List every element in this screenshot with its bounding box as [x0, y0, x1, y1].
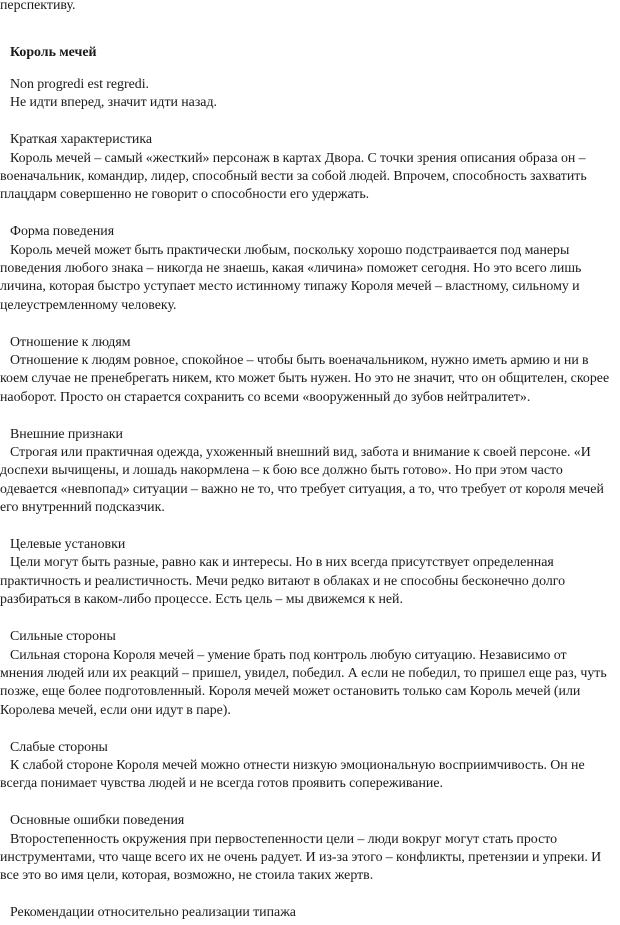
paragraph-line: его внутренний подсказчик.	[0, 500, 165, 516]
paragraph-line: инструментами, что чаще всего их не очень радует. И из-за этого – конфликты, претензии и упреки. И	[0, 849, 602, 865]
section-heading: Форма поведения	[10, 224, 115, 240]
epigraph	[0, 76, 620, 113]
section	[0, 628, 620, 720]
intro-tail: перспективу.	[0, 0, 76, 13]
paragraph-line: все это во имя цели, которая, возможно, не стоила таких жертв.	[0, 868, 374, 884]
section-heading: Рекомендации относительно реализации типажа	[10, 905, 296, 921]
section-heading: Сильные стороны	[10, 629, 116, 645]
section-heading: Основные ошибки поведения	[10, 813, 185, 829]
paragraph-line: поведения любого знака – никогда не знаешь, какая «личина» поможет сегодня. Но это всего лишь	[0, 261, 582, 277]
section-heading: Целевые установки	[10, 537, 126, 553]
paragraph-line: целеустремленному человеку.	[0, 297, 177, 313]
section-title: Король мечей	[10, 45, 97, 60]
paragraph-line: Отношение к людям ровное, спокойное – чтобы быть военачальником, нужно иметь армию и ни в	[10, 353, 589, 369]
paragraph-line: плацдарм совершенно не говорит о способности его удержать.	[0, 187, 370, 203]
section	[0, 426, 620, 518]
paragraph-line: коем случае не пренебрегать никем, кто может быть нужен. Но это не значит, что он общителен, скорее	[0, 371, 610, 387]
paragraph-line: К слабой стороне Короля мечей можно отнести низкую эмоциональную восприимчивость. Он не	[10, 757, 585, 773]
section-heading: Слабые стороны	[10, 739, 108, 755]
sections	[0, 131, 620, 922]
section	[0, 223, 620, 315]
section	[0, 536, 620, 610]
section-heading: Краткая характеристика	[10, 132, 153, 148]
paragraph-line: военачальник, командир, лидер, способный вести за собой людей. Впрочем, способность захватить	[0, 169, 587, 185]
paragraph-line: Второстепенность окружения при первостепенности цели – люди вокруг могут стать просто	[10, 831, 558, 847]
paragraph-line: разбираться в каком-либо процессе. Есть цель – мы движемся к ней.	[0, 592, 403, 608]
section	[0, 904, 620, 922]
paragraph-line: позже, еще более подготовленный. Короля мечей может остановить только сам Король мечей (или	[0, 684, 581, 700]
paragraph-line: практичность и реалистичность. Мечи редко витают в облаках и не способны бесконечно долго	[0, 573, 566, 589]
paragraph-line: доспехи вычищены, и лошадь накормлена – к бою все должно быть готово». Но при этом часто	[0, 463, 563, 479]
section	[0, 334, 620, 408]
paragraph-line: всегда понимает чувства людей и не всегда готов проявить сопереживание.	[0, 776, 443, 792]
epigraph-translation: Не идти вперед, значит идти назад.	[10, 95, 218, 111]
paragraph-line: Строгая или практичная одежда, ухоженный внешний вид, забота и внимание к своей персоне. «И	[10, 445, 591, 461]
paragraph-line: Королева мечей, если они идут в паре).	[0, 702, 231, 718]
section	[0, 812, 620, 886]
paragraph-line: Король мечей – самый «жесткий» персонаж в картах Двора. С точки зрения описания образа он –	[10, 150, 586, 166]
paragraph-line: Цели могут быть разные, равно как и интересы. Но в них всегда присутствует определенная	[10, 555, 554, 571]
paragraph-line: одевается «невпопад» ситуации – важно не то, что требует ситуация, а то, что требует от короля мечей	[0, 481, 604, 497]
section-heading: Отношение к людям	[10, 334, 131, 350]
paragraph-line: наоборот. Просто он старается сохранить со всеми «вооруженный до зубов нейтралитет».	[0, 389, 531, 405]
paragraph-line: Король мечей может быть практически любым, поскольку хорошо подстраивается под манеры	[10, 242, 570, 258]
section	[0, 131, 620, 205]
paragraph-line: личина, которая быстро уступает место истинному типажу Короля мечей – властному, сильному и	[0, 279, 580, 295]
epigraph-latin: Non progredi est regredi.	[10, 77, 150, 92]
paragraph-line: мнения людей или их реакций – пришел, увидел, победил. А если не победил, то пришел еще раз, чуть	[0, 665, 607, 681]
paragraph-line: Сильная сторона Короля мечей – умение брать под контроль любую ситуацию. Независимо от	[10, 647, 567, 663]
section	[0, 739, 620, 794]
section-heading: Внешние признаки	[10, 426, 123, 442]
